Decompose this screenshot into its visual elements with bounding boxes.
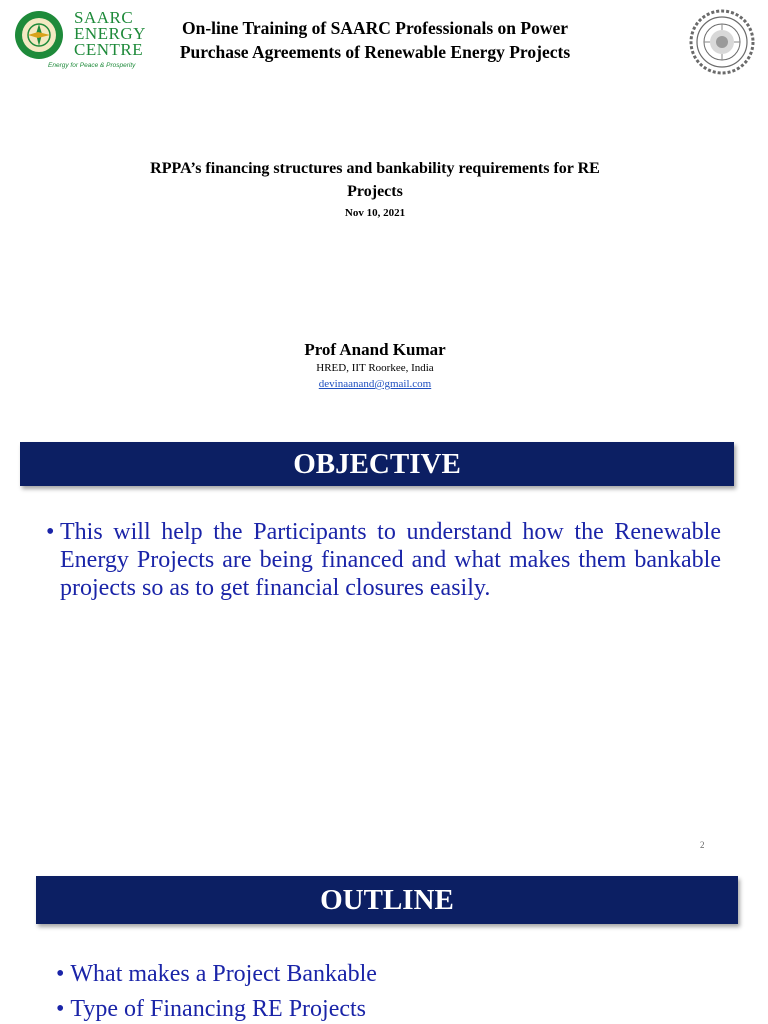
- speaker-email-link[interactable]: devinaanand@gmail.com: [318, 378, 432, 390]
- page-number: 2: [700, 840, 705, 850]
- outline-list: [56, 957, 377, 1024]
- objective-heading: OBJECTIVE: [20, 442, 734, 486]
- speaker-name: Prof Anand Kumar: [304, 340, 446, 359]
- saarc-seal-icon: [14, 10, 64, 60]
- logo-wordmark: SAARC ENERGY CENTRE: [74, 8, 146, 59]
- objective-bullet: [40, 518, 721, 602]
- list-item: • What makes a Project Bankable: [56, 957, 377, 992]
- talk-date: Nov 10, 2021: [344, 207, 406, 219]
- saarc-energy-centre-logo: [12, 8, 147, 70]
- iit-roorkee-seal-icon: [688, 8, 756, 76]
- objective-text: This will help the Participants to understand how the Renewable Energy Projects are being financed and what makes them bankable projects so as to get financial closures easily.: [60, 519, 721, 601]
- training-title: On-line Training of SAARC Professionals on Power Purchase Agreements of Renewable Energy Projects: [179, 18, 571, 62]
- logo-tagline: Energy for Peace & Prosperity: [48, 62, 136, 69]
- bullet-icon: •: [46, 519, 55, 545]
- talk-title: RPPA’s financing structures and bankability requirements for RE Projects: [150, 160, 600, 200]
- list-item: • Type of Financing RE Projects: [56, 992, 377, 1024]
- outline-heading: OUTLINE: [36, 876, 738, 924]
- speaker-affiliation: HRED, IIT Roorkee, India: [316, 362, 434, 374]
